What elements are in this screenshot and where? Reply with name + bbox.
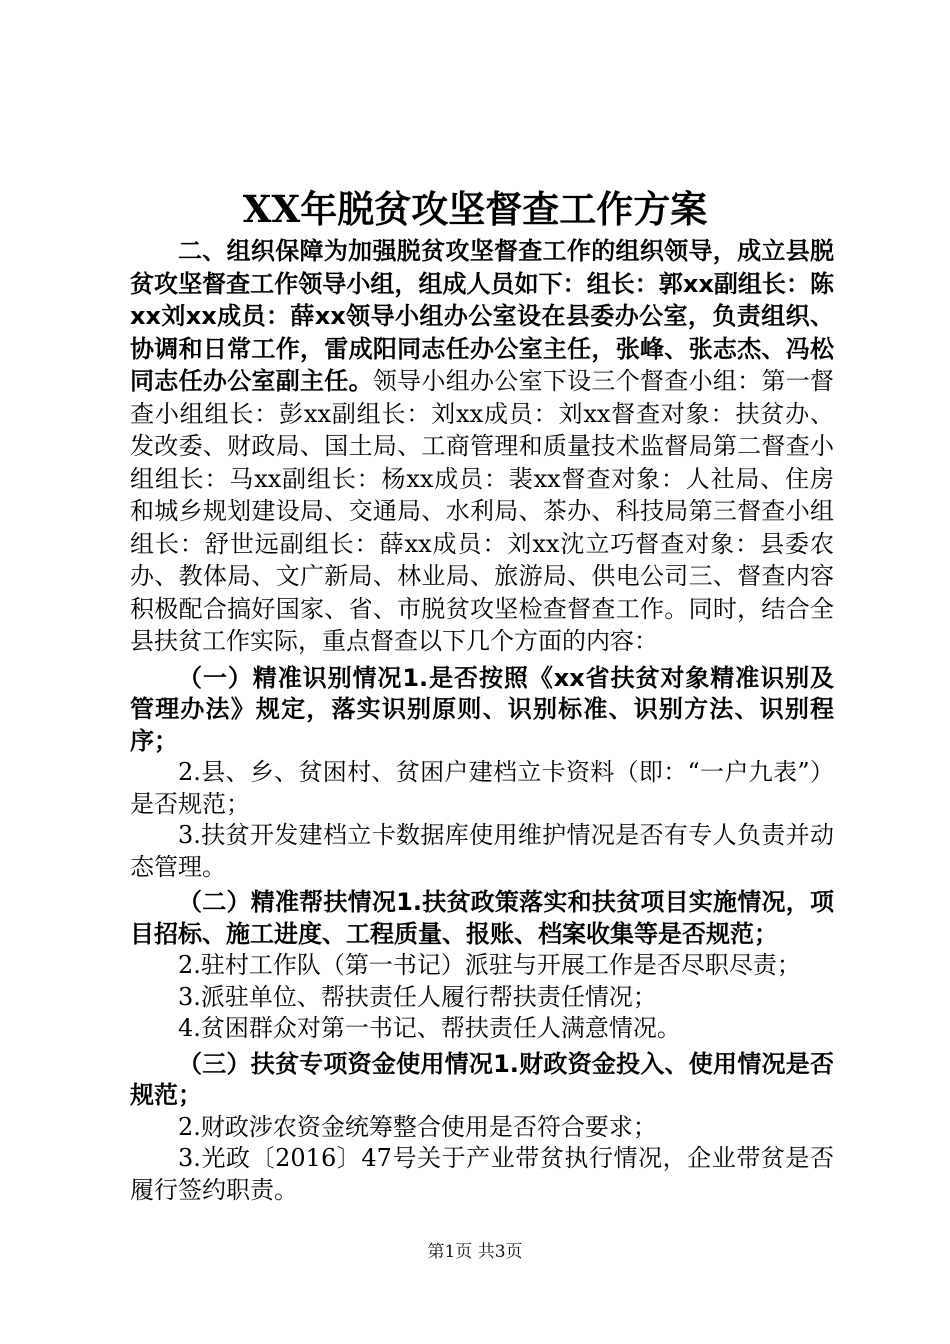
document-body [130, 236, 834, 1206]
section2-item-3: 3.派驻单位、帮扶责任人履行帮扶责任情况； [178, 982, 657, 1011]
paragraph-organization [130, 236, 834, 659]
organization-text: 二、组织保障为加强脱贫攻坚督查工作的组织领导，成立县脱贫攻坚督查工作领导小组，组成人员如下：组长：郭xx副组长：陈xx刘xx成员：薛xx领导小组办公室设在县委办公室，负责组织、协调和日常工作，雷成阳同志任办公室主任，张峰、张志杰、冯松同志任办公室副主任。 [130, 237, 834, 395]
document-title: XX年脱贫攻坚督查工作方案 [242, 187, 708, 231]
supervision-groups-text: 领导小组办公室下设三个督查小组：第一督查小组组长：彭xx副组长：刘xx成员：刘xx督查对象：扶贫办、发改委、财政局、国土局、工商管理和质量技术监督局第二督查小组组长：马xx副组长：杨xx成员：裴xx督查对象：人社局、住房和城乡规划建设局、交通局、水利局、茶办、科技局第三督查小组组长：舒世远副组长：薛xx成员：刘xx沈立巧督查对象：县委农办、教体局、文广新局、林业局、旅游局、供电公司三、督查内容积极配合搞好国家、省、市脱贫攻坚检查督查工作。同时，结合全县扶贫工作实际，重点督查以下几个方面的内容： [130, 367, 835, 655]
section2-item-4: 4.贫困群众对第一书记、帮扶责任人满意情况。 [178, 1014, 681, 1042]
section1-item-2: 2.县、乡、贫困村、贫困户建档立卡资料（即：“一户九表”）是否规范； [130, 758, 834, 818]
section3-item-3: 3.光政〔2016〕47号关于产业带贫执行情况，企业带贫是否履行签约职责。 [130, 1144, 834, 1204]
section-special-funds: （三）扶贫专项资金使用情况1.财政资金投入、使用情况是否规范； [130, 1049, 834, 1109]
section1-item-3: 3.扶贫开发建档立卡数据库使用维护情况是否有专人负责并动态管理。 [130, 821, 834, 881]
section3-item-2: 2.财政涉农资金统筹整合使用是否符合要求； [178, 1112, 657, 1141]
section-precise-assistance: （二）精准帮扶情况1.扶贫政策落实和扶贫项目实施情况，项目招标、施工进度、工程质量、报账、档案收集等是否规范； [130, 888, 834, 948]
section-precise-identification: （一）精准识别情况1.是否按照《xx省扶贫对象精准识别及管理办法》规定，落实识别原则、识别标准、识别方法、识别程序； [130, 663, 834, 755]
section2-item-2: 2.驻村工作队（第一书记）派驻与开展工作是否尽职尽责； [178, 951, 801, 979]
page-number: 第1页 共3页 [427, 1242, 523, 1262]
